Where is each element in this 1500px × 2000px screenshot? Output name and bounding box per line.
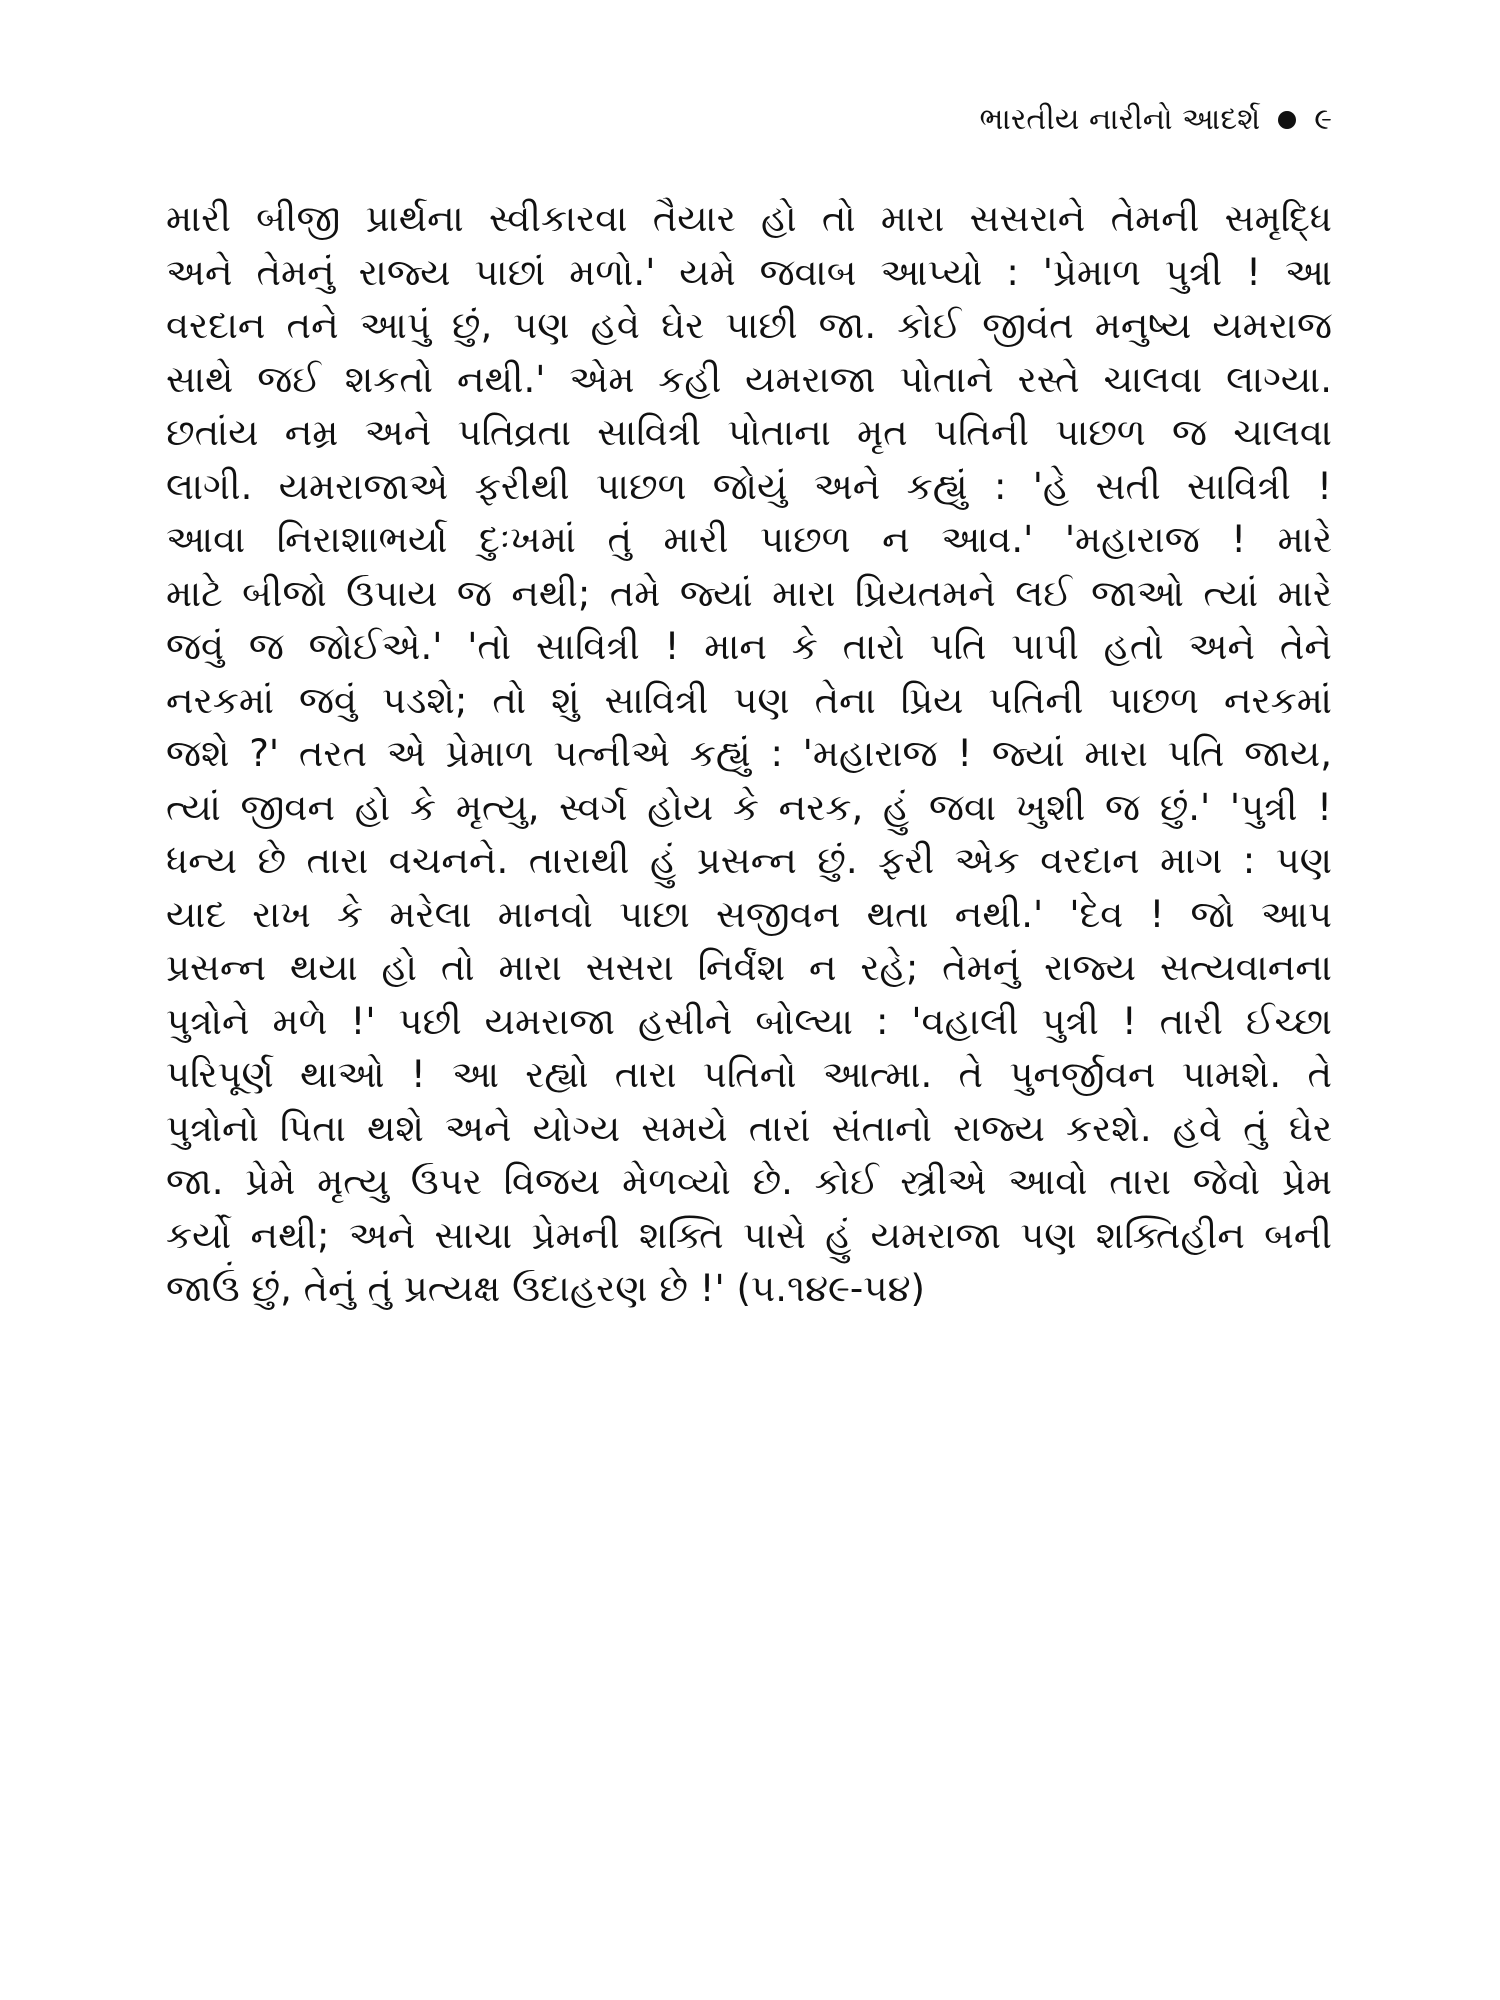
text-line: પુત્રોનો પિતા થશે અને યોગ્ય સમયે તારાં સંતાનો રાજ્ય કરશે. હવે તું ઘેર [166, 1106, 1332, 1150]
text-line: છતાંય નમ્ર અને પતિવ્રતા સાવિત્રી પોતાના મૃત પતિની પાછળ જ ચાલવા [166, 411, 1332, 454]
text-line: આવા નિરાશાભર્યા દુઃખમાં તું મારી પાછળ ન આવ.' 'મહારાજ ! મારે [166, 518, 1332, 561]
text-line: પરિપૂર્ણ થાઓ ! આ રહ્યો તારા પતિનો આત્મા. તે પુનર્જીવન પામશે. તે [166, 1053, 1332, 1096]
text-line: જશે ?' તરત એ પ્રેમાળ પત્નીએ કહ્યું : 'મહારાજ ! જ્યાં મારા પતિ જાય, [166, 732, 1332, 775]
text-line: પુત્રોને મળે !' પછી યમરાજા હસીને બોલ્યા : 'વહાલી પુત્રી ! તારી ઈચ્છા [166, 999, 1332, 1043]
text-line: જા. પ્રેમે મૃત્યુ ઉપર વિજય મેળવ્યો છે. કોઈ સ્ત્રીએ આવો તારા જેવો પ્રેમ [166, 1160, 1332, 1203]
text-line: વરદાન તને આપું છું, પણ હવે ઘેર પાછી જા. કોઈ જીવંત મનુષ્ય યમરાજ [166, 304, 1332, 347]
text-line-last: જાઉં છું, તેનું તું પ્રત્યક્ષ ઉદાહરણ છે !' (૫.૧૪૯-૫૪) [166, 1267, 925, 1310]
text-line: નરકમાં જવું પડશે; તો શું સાવિત્રી પણ તેના પ્રિય પતિની પાછળ નરકમાં [166, 678, 1332, 722]
text-line: સાથે જઈ શકતો નથી.' એમ કહી યમરાજા પોતાને રસ્તે ચાલવા લાગ્યા. [166, 357, 1332, 401]
text-line: યાદ રાખ કે મરેલા માનવો પાછા સજીવન થતા નથી.' 'દેવ ! જો આપ [166, 892, 1332, 936]
text-line: માટે બીજો ઉપાય જ નથી; તમે જ્યાં મારા પ્રિયતમને લઈ જાઓ ત્યાં મારે [166, 571, 1332, 615]
running-title: ભારતીય નારીનો આદર્શ [979, 102, 1261, 137]
text-line: ત્યાં જીવન હો કે મૃત્યુ, સ્વર્ગ હોય કે નરક, હું જવા ખુશી જ છું.' 'પુત્રી ! [166, 785, 1332, 829]
text-line: મારી બીજી પ્રાર્થના સ્વીકારવા તૈયાર હો તો મારા સસરાને તેમની સમૃદ્ધિ [166, 197, 1332, 240]
text-line: જવું જ જોઈએ.' 'તો સાવિત્રી ! માન કે તારો પતિ પાપી હતો અને તેને [166, 625, 1332, 668]
text-line: અને તેમનું રાજ્ય પાછાં મળો.' યમે જવાબ આપ્યો : 'પ્રેમાળ પુત્રી ! આ [166, 250, 1332, 294]
body-paragraph [166, 192, 1332, 1316]
running-header [980, 100, 1332, 140]
text-line: કર્યો નથી; અને સાચા પ્રેમની શક્તિ પાસે હું યમરાજા પણ શક્તિહીન બની [166, 1213, 1332, 1257]
text-line: પ્રસન્ન થયા હો તો મારા સસરા નિર્વંશ ન રહે; તેમનું રાજ્ય સત્યવાનના [166, 946, 1332, 989]
bullet-icon [1278, 111, 1296, 129]
page-number: ૯ [1314, 102, 1332, 137]
text-line: લાગી. યમરાજાએ ફરીથી પાછળ જોયું અને કહ્યું : 'હે સતી સાવિત્રી ! [166, 464, 1332, 508]
text-line: ધન્ય છે તારા વચનને. તારાથી હું પ્રસન્ન છું. ફરી એક વરદાન માગ : પણ [166, 839, 1332, 882]
